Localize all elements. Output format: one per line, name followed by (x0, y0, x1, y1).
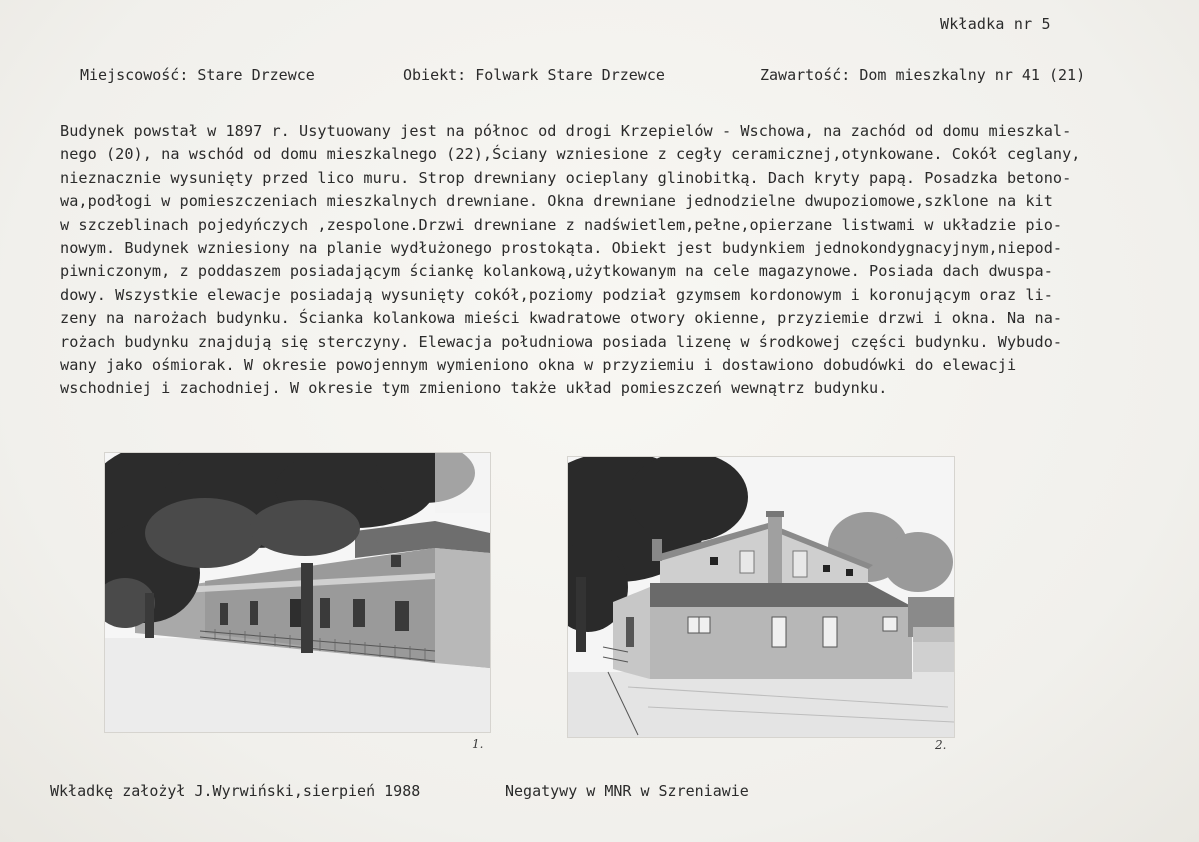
photo-house-street-view (104, 452, 491, 733)
description-line: nieznacznie wysunięty przed lico muru. Strop drewniany ocieplany glinobitką. Dach kryty papą. Posadzka betono- (60, 168, 1072, 187)
description-line: wa,podłogi w pomieszczeniach mieszkalnych drewniane. Okna drewniane jednodzielne dwupoziomowe,szklone na kit (60, 192, 1053, 211)
header-place: Miejscowość: Stare Drzewce (80, 66, 315, 84)
photo-number-1: 1. (472, 737, 484, 751)
description-line: nowym. Budynek wzniesiony na planie wydłużonego prostokąta. Obiekt jest budynkiem jednokondygnacyjnym,niepod- (60, 239, 1063, 258)
description-line: wany jako ośmiorak. W okresie powojennym wymieniono okna w przyziemiu i dostawiono dobudówki do elewacji (60, 356, 1017, 375)
header-content: Zawartość: Dom mieszkalny nr 41 (21) (760, 66, 1086, 84)
description-line: nego (20), na wschód od domu mieszkalnego (22),Ściany wzniesione z cegły ceramicznej,otynkowane. Cokół ceglany, (60, 145, 1081, 164)
photo-house-gable-view (567, 456, 955, 738)
description-line: wschodniej i zachodniej. W okresie tym zmieniono także układ pomieszczeń wewnątrz budynku. (60, 379, 888, 398)
description-line: piwniczonym, z poddaszem posiadającym ściankę kolankową,użytkowanym na cele magazynowe. Posiada dach dwuspa- (60, 262, 1053, 281)
description-line: dowy. Wszystkie elewacje posiadają wysunięty cokół,poziomy podział gzymsem kordonowym i koronującym oraz li- (60, 285, 1053, 304)
photo-number-2: 2. (935, 738, 947, 752)
description-line: zeny na narożach budynku. Ścianka kolankowa mieści kwadratowe otwory okienne, przyziemie drzwi i okna. Na na- (60, 309, 1063, 328)
description-line: rożach budynku znajdują się sterczyny. Elewacja południowa posiada lizenę w środkowej części budynku. Wybudo- (60, 332, 1063, 351)
description-line: Budynek powstał w 1897 r. Usytuowany jest na północ od drogi Krzepielów - Wschowa, na zachód od domu mieszkal- (60, 122, 1072, 140)
insert-number: Wkładka nr 5 (940, 15, 1051, 33)
footer-author: Wkładkę założył J.Wyrwiński,sierpień 1988 (50, 782, 421, 800)
building-description (60, 120, 1172, 401)
description-line: w szczeblinach pojedyńczych ,zespolone.Drzwi drewniane z nadświetlem,pełne,opierzane listwami w układzie pio- (60, 215, 1063, 234)
header-object: Obiekt: Folwark Stare Drzewce (403, 66, 665, 84)
footer-negatives: Negatywy w MNR w Szreniawie (505, 782, 749, 800)
